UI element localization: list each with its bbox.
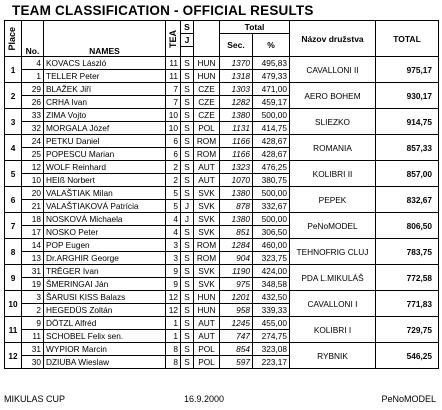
nationality-cell: HUN [194, 304, 220, 317]
page-title: TEAM CLASSIFICATION - OFFICIAL RESULTS [12, 3, 314, 18]
category-cell: S [181, 187, 194, 200]
category-cell: S [181, 226, 194, 239]
team-number-cell: 7 [166, 96, 181, 109]
category-cell: S [181, 96, 194, 109]
percent-cell: 414,75 [253, 122, 290, 135]
place-cell: 6 [5, 187, 22, 213]
table-row [5, 265, 439, 278]
percent-cell: 323,75 [253, 252, 290, 265]
team-total-cell: 771,83 [376, 291, 439, 317]
seconds-cell: 1318 [220, 70, 253, 83]
table-row [5, 83, 439, 96]
start-number-cell: 10 [22, 174, 44, 187]
place-cell: 7 [5, 213, 22, 239]
team-number-cell: 10 [166, 122, 181, 135]
place-cell: 10 [5, 291, 22, 317]
nationality-cell: CZE [194, 96, 220, 109]
competitor-name-cell: PETKU Daniel [44, 135, 166, 148]
nationality-cell: AUT [194, 174, 220, 187]
team-total-cell: 729,75 [376, 317, 439, 343]
place-header: Place [5, 21, 22, 57]
seconds-cell: 1190 [220, 265, 253, 278]
competitor-name-cell: NOSKO Peter [44, 226, 166, 239]
club-name-cell: RYBNIK [290, 343, 376, 369]
competitor-name-cell: ZIMA Vojto [44, 109, 166, 122]
nationality-cell: HUN [194, 57, 220, 70]
start-number-cell: 18 [22, 213, 44, 226]
percent-cell: 323,08 [253, 343, 290, 356]
results-table [4, 20, 439, 369]
seconds-cell: 878 [220, 200, 253, 213]
competitor-name-cell: POP Eugen [44, 239, 166, 252]
team-number-cell: 3 [166, 252, 181, 265]
nationality-cell: POL [194, 356, 220, 369]
nationality-cell: HUN [194, 291, 220, 304]
competitor-name-cell: DÖTZL Alfréd [44, 317, 166, 330]
nationality-cell: SVK [194, 278, 220, 291]
start-number-cell: 20 [22, 187, 44, 200]
nationality-cell: ROM [194, 135, 220, 148]
j-header: J [181, 34, 194, 47]
competitor-name-cell: VALAŠTIAKOVÁ Patrícia [44, 200, 166, 213]
competitor-name-cell: SCHOBEL Felix sen. [44, 330, 166, 343]
category-cell: S [181, 70, 194, 83]
percent-cell: 495,83 [253, 57, 290, 70]
club-name-cell: KOLIBRI II [290, 161, 376, 187]
team-number-cell: 2 [166, 161, 181, 174]
percent-cell: 223,17 [253, 356, 290, 369]
nationality-cell: POL [194, 343, 220, 356]
start-number-cell: 12 [22, 161, 44, 174]
team-number-cell: 1 [166, 330, 181, 343]
competitor-name-cell: HEIß Norbert [44, 174, 166, 187]
footer-event: MIKULAS CUP [4, 394, 66, 404]
percent-cell: 476,25 [253, 161, 290, 174]
club-name-cell: PeNoMODEL [290, 213, 376, 239]
start-number-cell: 31 [22, 343, 44, 356]
category-cell: S [181, 343, 194, 356]
seconds-cell: 1370 [220, 57, 253, 70]
team-number-cell: 5 [166, 187, 181, 200]
competitor-name-cell: CRHA Ivan [44, 96, 166, 109]
percent-cell: 459,17 [253, 96, 290, 109]
nationality-cell: SVK [194, 200, 220, 213]
percent-cell: 428,67 [253, 148, 290, 161]
category-cell: S [181, 278, 194, 291]
category-cell: S [181, 317, 194, 330]
nationality-cell: AUT [194, 330, 220, 343]
team-number-cell: 5 [166, 200, 181, 213]
percent-cell: 274,75 [253, 330, 290, 343]
category-cell: S [181, 304, 194, 317]
start-number-cell: 25 [22, 148, 44, 161]
overall-header: TOTAL [376, 21, 439, 57]
nationality-cell: ROM [194, 239, 220, 252]
seconds-cell: 1380 [220, 213, 253, 226]
seconds-cell: 1284 [220, 239, 253, 252]
team-total-cell: 857,00 [376, 161, 439, 187]
seconds-cell: 1380 [220, 109, 253, 122]
seconds-cell: 1201 [220, 291, 253, 304]
nationality-cell: SVK [194, 265, 220, 278]
team-number-cell: 12 [166, 304, 181, 317]
team-number-cell: 11 [166, 57, 181, 70]
team-total-cell: 832,67 [376, 187, 439, 213]
team-number-cell: 8 [166, 343, 181, 356]
percent-cell: 348,58 [253, 278, 290, 291]
start-number-cell: 4 [22, 57, 44, 70]
seconds-cell: 904 [220, 252, 253, 265]
nat-header [194, 21, 220, 57]
competitor-name-cell: WOLF Reinhard [44, 161, 166, 174]
category-cell: S [181, 57, 194, 70]
names-header: NAMES [44, 21, 166, 57]
club-name-cell: CAVALLONI II [290, 57, 376, 83]
seconds-cell: 1323 [220, 161, 253, 174]
competitor-name-cell: NOSKOVÁ Michaela [44, 213, 166, 226]
start-number-cell: 14 [22, 239, 44, 252]
seconds-cell: 1303 [220, 83, 253, 96]
pct-header: % [253, 34, 290, 57]
percent-cell: 471,00 [253, 83, 290, 96]
team-total-cell: 975,17 [376, 57, 439, 83]
table-row [5, 291, 439, 304]
team-number-cell: 4 [166, 213, 181, 226]
nationality-cell: HUN [194, 70, 220, 83]
place-cell: 9 [5, 265, 22, 291]
category-cell: S [181, 291, 194, 304]
total-header: Total [220, 21, 290, 34]
club-name-cell: TEHNOFRIG CLUJ [290, 239, 376, 265]
category-cell: S [181, 330, 194, 343]
category-cell: J [181, 200, 194, 213]
start-number-cell: 1 [22, 70, 44, 83]
competitor-name-cell: MORGALA Józef [44, 122, 166, 135]
start-number-cell: 11 [22, 330, 44, 343]
category-cell: S [181, 265, 194, 278]
seconds-cell: 1070 [220, 174, 253, 187]
team-total-cell: 546,25 [376, 343, 439, 369]
percent-cell: 432,50 [253, 291, 290, 304]
percent-cell: 332,67 [253, 200, 290, 213]
start-number-cell: 13 [22, 252, 44, 265]
seconds-cell: 1380 [220, 187, 253, 200]
category-cell: S [181, 161, 194, 174]
start-number-cell: 31 [22, 265, 44, 278]
competitor-name-cell: ŠMERINGAI Ján [44, 278, 166, 291]
percent-cell: 380,75 [253, 174, 290, 187]
place-cell: 12 [5, 343, 22, 369]
seconds-cell: 1245 [220, 317, 253, 330]
percent-cell: 306,50 [253, 226, 290, 239]
place-cell: 1 [5, 57, 22, 83]
team-number-cell: 12 [166, 291, 181, 304]
competitor-name-cell: KOVACS László [44, 57, 166, 70]
category-cell: J [181, 213, 194, 226]
place-cell: 5 [5, 161, 22, 187]
seconds-cell: 958 [220, 304, 253, 317]
percent-cell: 455,00 [253, 317, 290, 330]
start-number-cell: 21 [22, 200, 44, 213]
team-total-cell: 914,75 [376, 109, 439, 135]
start-number-cell: 33 [22, 109, 44, 122]
team-number-cell: 9 [166, 265, 181, 278]
start-number-cell: 29 [22, 83, 44, 96]
club-name-cell: KOLIBRI I [290, 317, 376, 343]
seconds-cell: 1166 [220, 148, 253, 161]
category-cell: S [181, 83, 194, 96]
competitor-name-cell: DZIUBA Wieslaw [44, 356, 166, 369]
nationality-cell: POL [194, 122, 220, 135]
team-number-cell: 4 [166, 226, 181, 239]
table-row [5, 343, 439, 356]
nationality-cell: SVK [194, 187, 220, 200]
competitor-name-cell: Dr.ARGHIR George [44, 252, 166, 265]
nationality-cell: SVK [194, 213, 220, 226]
club-name-cell: PEPEK [290, 187, 376, 213]
start-number-cell: 32 [22, 122, 44, 135]
blank-header [181, 47, 194, 57]
seconds-cell: 975 [220, 278, 253, 291]
table-row [5, 57, 439, 70]
start-number-cell: 9 [22, 317, 44, 330]
team-number-cell: 2 [166, 174, 181, 187]
table-row [5, 161, 439, 174]
start-number-cell: 30 [22, 356, 44, 369]
team-total-cell: 806,50 [376, 213, 439, 239]
competitor-name-cell: TELLER Peter [44, 70, 166, 83]
nationality-cell: AUT [194, 161, 220, 174]
table-row [5, 187, 439, 200]
team-number-cell: 9 [166, 278, 181, 291]
team-number-cell: 1 [166, 317, 181, 330]
category-cell: S [181, 252, 194, 265]
percent-cell: 460,00 [253, 239, 290, 252]
team-number-cell: 8 [166, 356, 181, 369]
start-number-cell: 24 [22, 135, 44, 148]
seconds-cell: 597 [220, 356, 253, 369]
percent-cell: 339,33 [253, 304, 290, 317]
percent-cell: 428,67 [253, 135, 290, 148]
team-total-cell: 783,75 [376, 239, 439, 265]
percent-cell: 500,00 [253, 187, 290, 200]
percent-cell: 479,33 [253, 70, 290, 83]
team-total-cell: 772,58 [376, 265, 439, 291]
seconds-cell: 1166 [220, 135, 253, 148]
competitor-name-cell: BLAŽEK Jiří [44, 83, 166, 96]
team-total-cell: 930,17 [376, 83, 439, 109]
place-cell: 2 [5, 83, 22, 109]
team-total-cell: 857,33 [376, 135, 439, 161]
club-name-cell: ROMANIA [290, 135, 376, 161]
nationality-cell: ROM [194, 252, 220, 265]
table-row [5, 109, 439, 122]
team-number-cell: 7 [166, 83, 181, 96]
footer-date: 16.9.2000 [184, 394, 225, 404]
table-row [5, 213, 439, 226]
place-cell: 8 [5, 239, 22, 265]
team-number-cell: 6 [166, 135, 181, 148]
club-name-cell: AERO BOHEM [290, 83, 376, 109]
seconds-cell: 854 [220, 343, 253, 356]
club-header: Názov družstva [290, 21, 376, 57]
club-name-cell: SLIEZKO [290, 109, 376, 135]
table-header [5, 21, 439, 57]
category-cell: S [181, 356, 194, 369]
table-row [5, 239, 439, 252]
category-cell: S [181, 174, 194, 187]
seconds-cell: 1282 [220, 96, 253, 109]
percent-cell: 500,00 [253, 213, 290, 226]
team-number-cell: 6 [166, 148, 181, 161]
results-body [5, 57, 439, 369]
table-row [5, 317, 439, 330]
nationality-cell: ROM [194, 148, 220, 161]
start-number-cell: 26 [22, 96, 44, 109]
club-name-cell: CAVALLONI I [290, 291, 376, 317]
team-header: TEA [166, 21, 181, 57]
start-number-cell: 2 [22, 304, 44, 317]
category-cell: S [181, 109, 194, 122]
nationality-cell: CZE [194, 83, 220, 96]
category-cell: S [181, 135, 194, 148]
percent-cell: 500,00 [253, 109, 290, 122]
footer-organizer: PeNoMODEL [381, 394, 436, 404]
place-cell: 4 [5, 135, 22, 161]
nationality-cell: SVK [194, 226, 220, 239]
start-number-cell: 19 [22, 278, 44, 291]
club-name-cell: PDA L.MIKULÁŠ [290, 265, 376, 291]
place-cell: 11 [5, 317, 22, 343]
seconds-cell: 1131 [220, 122, 253, 135]
competitor-name-cell: VALAŠTIAK Milan [44, 187, 166, 200]
start-number-cell: 3 [22, 291, 44, 304]
competitor-name-cell: HEGEDÜS Zoltán [44, 304, 166, 317]
competitor-name-cell: POPESCU Marian [44, 148, 166, 161]
start-number-cell: 17 [22, 226, 44, 239]
sec-header: Sec. [220, 34, 253, 57]
table-row [5, 135, 439, 148]
category-cell: S [181, 122, 194, 135]
competitor-name-cell: TRĚGER Ivan [44, 265, 166, 278]
percent-cell: 424,00 [253, 265, 290, 278]
nationality-cell: CZE [194, 109, 220, 122]
place-cell: 3 [5, 109, 22, 135]
team-number-cell: 10 [166, 109, 181, 122]
competitor-name-cell: WYPIOR Marcin [44, 343, 166, 356]
no-header: No. [22, 21, 44, 57]
team-number-cell: 11 [166, 70, 181, 83]
category-cell: S [181, 148, 194, 161]
competitor-name-cell: ŠARUSI KISS Balazs [44, 291, 166, 304]
nationality-cell: AUT [194, 317, 220, 330]
category-cell: S [181, 239, 194, 252]
team-number-cell: 3 [166, 239, 181, 252]
s-header: S [181, 21, 194, 34]
seconds-cell: 747 [220, 330, 253, 343]
seconds-cell: 851 [220, 226, 253, 239]
